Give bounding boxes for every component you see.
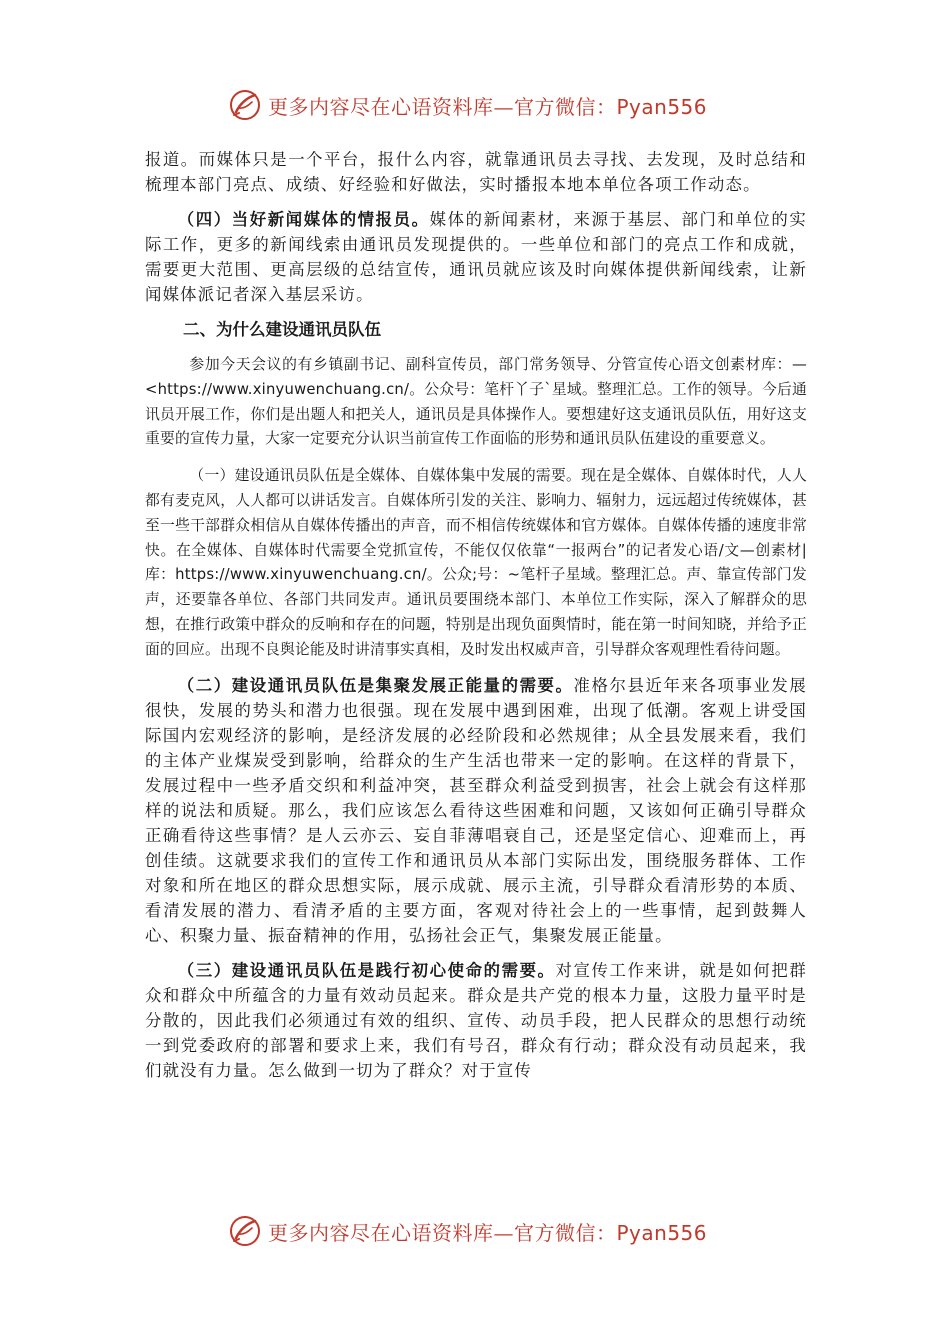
paragraph-body: 媒体的新闻素材，来源于基层、部门和单位的实际工作，更多的新闻线索由通讯员发现提供的。一些单位和部门的亮点工作和成就，需要更大范围、更高层级的总结宣传，通讯员就应该及时向媒体提供新闻线索，让新闻媒体派记者深入基层采访。 [145,210,807,304]
signature-pen-logo-icon [228,88,262,122]
paragraph-continuation: 报道。而媒体只是一个平台，报什么内容，就靠通讯员去寻找、去发现，及时总结和梳理本部门亮点、成绩、好经验和好做法，实时播报本地本单位各项工作动态。 [145,150,807,194]
banner-text: 更多内容尽在心语资料库—官方微信：Pyan556 [268,1220,708,1245]
paragraph-lead-bold: （三）建设通讯员队伍是践行初心使命的需要。 [177,960,556,980]
paragraph-body: 对宣传工作来讲，就是如何把群众和群众中所蕴含的力量有效动员起来。群众是共产党的根本力量，这股力量平时是分散的，因此我们必须通过有效的组织、宣传、动员手段，把人民群众的思想行动统一到党委政府的部署和要求上来，我们有号召，群众有行动；群众没有动员起来，我们就没有力量。怎么做到一切为了群众？对于宣传 [145,960,807,1080]
header-watermark-banner [0,84,950,124]
signature-pen-logo-icon [228,1214,262,1248]
section-heading: 二、为什么建设通讯员队伍 [183,320,381,339]
paragraph-subsection-three [145,958,807,1083]
footer-watermark-banner [0,1210,950,1250]
document-body [145,147,807,1083]
paragraph-body: 准格尔县近年来各项事业发展很快，发展的势头和潜力也很强。现在发展中遇到困难，出现了低潮。客观上讲受国际国内宏观经济的影响，是经济发展的必经阶段和必然规律；从全县发展来看，我们的主体产业煤炭受到影响，给群众的生产生活也带来一定的影响。在这样的背景下，发展过程中一些矛盾交织和利益冲突，甚至群众利益受到损害，社会上就会有这样那样的说法和质疑。那么，我们应该怎么看待这些困难和问题，又该如何正确引导群众正确看待这些事情？是人云亦云、妄自菲薄唱衰自己，还是坚定信心、迎难而上，再创佳绩。这就要求我们的宣传工作和通讯员从本部门实际出发，围绕服务群体、工作对象和所在地区的群众思想实际，展示成就、展示主流，引导群众看清形势的本质、看清发展的潜力、看清矛盾的主要方面，客观对待社会上的一些事情，起到鼓舞人心、积聚力量、振奋精神的作用，弘扬社会正气，集聚发展正能量。 [145,675,807,945]
paragraph-lead-bold: （二）建设通讯员队伍是集聚发展正能量的需要。 [177,675,574,695]
paragraph-meeting-attendees: 参加今天会议的有乡镇副书记、副科宣传员，部门常务领导、分管宣传心语文创素材库：—<https://www.xinyuwenchuang.cn/。公众号：笔杆丫子`星域。整理汇总。工作的领导。今后通讯员开展工作，你们是出题人和把关人，通讯员是具体操作人。要想建好这支通讯员队伍，用好这支重要的宣传力量，大家一定要充分认识当前宣传工作面临的形势和通讯员队伍建设的重要意义。 [145,356,807,448]
paragraph-lead-bold: （四）当好新闻媒体的情报员。 [177,210,430,229]
paragraph-section-four [145,207,807,307]
paragraph-subsection-one: （一）建设通讯员队伍是全媒体、自媒体集中发展的需要。现在是全媒体、自媒体时代，人人都有麦克风，人人都可以讲话发言。自媒体所引发的关注、影响力、辐射力，远远超过传统媒体，甚至一些干部群众相信从自媒体传播出的声音，而不相信传统媒体和官方媒体。自媒体传播的速度非常快。在全媒体、自媒体时代需要全党抓宣传，不能仅仅依靠“一报两台”的记者发心语/文—创素材|库：https://www.xinyuwenchuang.cn/。公众;号：~笔杆子星域。整理汇总。声、靠宣传部门发声，还要靠各单位、各部门共同发声。通讯员要围绕本部门、本单位工作实际，深入了解群众的思想，在推行政策中群众的反响和存在的问题，特别是出现负面舆情时，能在第一时间知晓，并给予正面的回应。出现不良舆论能及时讲清事实真相，及时发出权威声音，引导群众客观理性看待问题。 [145,467,807,658]
paragraph-subsection-two [145,673,807,948]
banner-text: 更多内容尽在心语资料库—官方微信：Pyan556 [268,94,708,119]
